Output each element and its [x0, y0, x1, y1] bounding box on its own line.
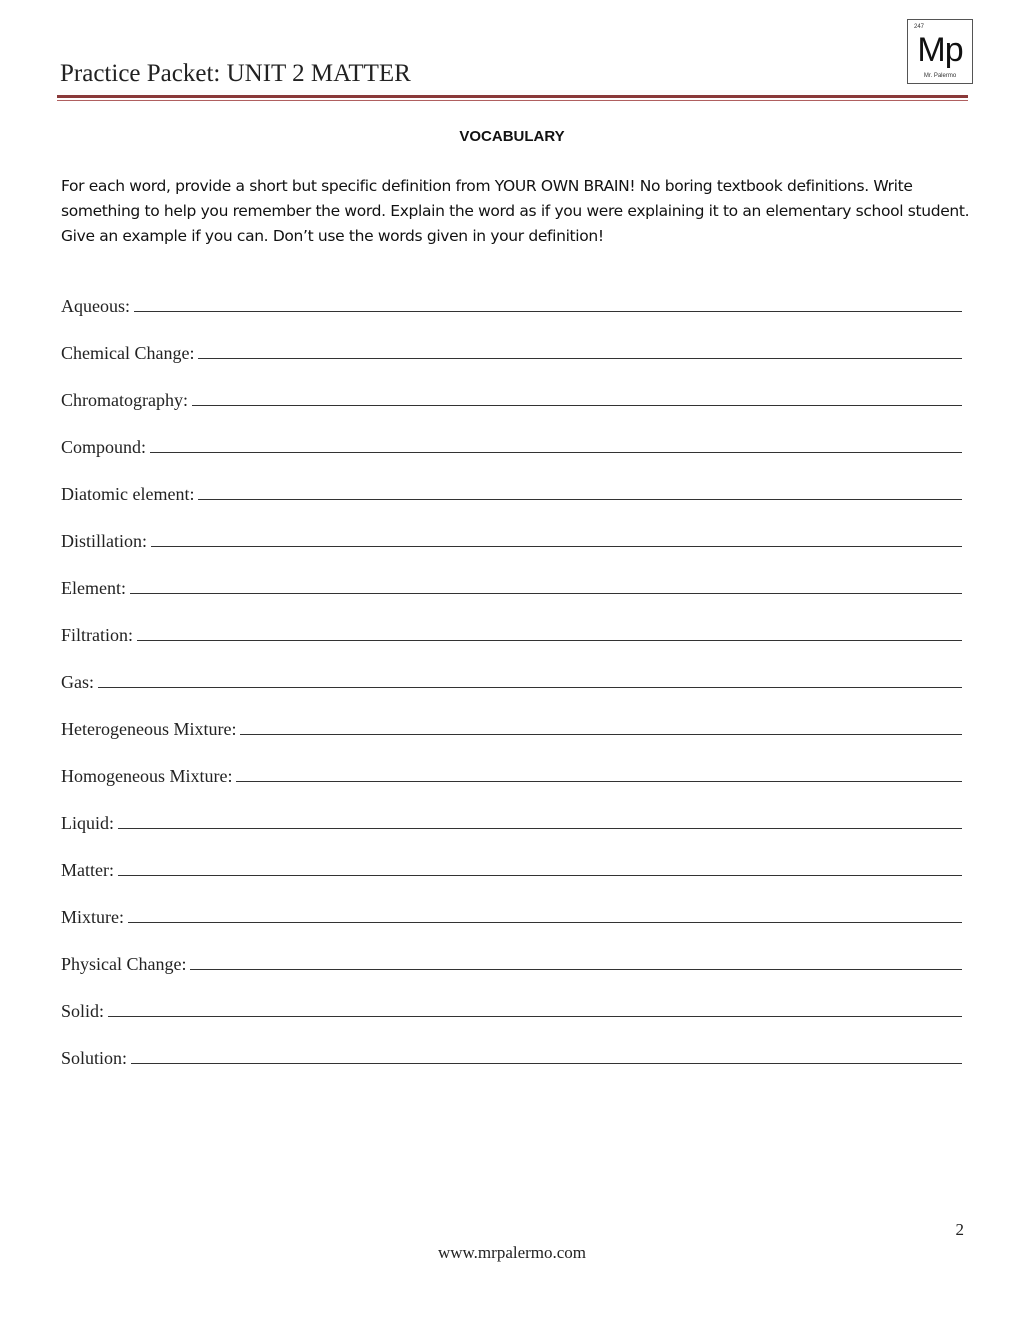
answer-line[interactable]	[198, 498, 962, 500]
answer-line[interactable]	[151, 545, 962, 547]
logo-number: 247	[914, 24, 925, 30]
logo	[907, 19, 973, 84]
vocab-term: Chromatography:	[61, 390, 188, 410]
answer-line[interactable]	[198, 357, 962, 359]
vocab-item-physical-change	[61, 928, 962, 975]
vocab-item-solution	[61, 1022, 962, 1069]
answer-line[interactable]	[118, 827, 962, 829]
header-divider-thin	[57, 100, 968, 101]
answer-line[interactable]	[130, 592, 962, 594]
vocab-item-chromatography	[61, 364, 962, 411]
vocab-item-element	[61, 552, 962, 599]
logo-symbol: Mp	[917, 31, 963, 69]
vocab-term: Gas:	[61, 672, 94, 692]
vocabulary-list	[61, 270, 962, 1069]
vocab-term: Element:	[61, 578, 126, 598]
answer-line[interactable]	[98, 686, 962, 688]
logo-name: Mr. Palermo	[923, 73, 957, 79]
vocab-item-matter	[61, 834, 962, 881]
vocab-item-distillation	[61, 505, 962, 552]
vocab-item-compound	[61, 411, 962, 458]
vocab-term: Aqueous:	[61, 296, 130, 316]
page-title: Practice Packet: UNIT 2 MATTER	[60, 60, 411, 87]
footer-url: www.mrpalermo.com	[437, 1243, 587, 1262]
answer-line[interactable]	[131, 1062, 962, 1064]
page-number: 2	[955, 1220, 964, 1239]
vocab-term: Diatomic element:	[61, 484, 195, 504]
answer-line[interactable]	[108, 1015, 962, 1017]
vocab-term: Physical Change:	[61, 954, 187, 974]
vocab-term: Filtration:	[61, 625, 133, 645]
answer-line[interactable]	[118, 874, 962, 876]
vocab-term: Homogeneous Mixture:	[61, 766, 233, 786]
answer-line[interactable]	[128, 921, 962, 923]
vocab-item-chemical-change	[61, 317, 962, 364]
vocab-term: Heterogeneous Mixture:	[61, 719, 237, 739]
vocab-term: Distillation:	[61, 531, 148, 551]
header-divider	[57, 95, 968, 98]
vocab-term: Liquid:	[61, 813, 114, 833]
vocab-term: Solution:	[61, 1048, 128, 1068]
answer-line[interactable]	[137, 639, 962, 641]
answer-line[interactable]	[190, 968, 962, 970]
answer-line[interactable]	[240, 733, 962, 735]
vocab-item-liquid	[61, 787, 962, 834]
answer-line[interactable]	[192, 404, 962, 406]
vocab-term: Chemical Change:	[61, 343, 195, 363]
answer-line[interactable]	[236, 780, 962, 782]
instructions-paragraph: For each word, provide a short but specific definition from YOUR OWN BRAIN! No boring textbook definitions. Write something to help you remember the word. Explain the word as if you were explaining it to an elementary school student. Give an example if you can. Don’t use the words given in your definition!	[61, 177, 970, 245]
vocab-term: Mixture:	[61, 907, 124, 927]
vocab-item-aqueous	[61, 270, 962, 317]
vocab-item-gas	[61, 646, 962, 693]
vocab-item-homogeneous-mixture	[61, 740, 962, 787]
vocab-item-mixture	[61, 881, 962, 928]
answer-line[interactable]	[134, 310, 962, 312]
vocab-item-diatomic-element	[61, 458, 962, 505]
vocab-item-heterogeneous-mixture	[61, 693, 962, 740]
section-heading: VOCABULARY	[459, 128, 565, 145]
vocab-term: Compound:	[61, 437, 147, 457]
answer-line[interactable]	[150, 451, 962, 453]
vocab-term: Solid:	[61, 1001, 105, 1021]
vocab-item-filtration	[61, 599, 962, 646]
vocab-term: Matter:	[61, 860, 114, 880]
vocab-item-solid	[61, 975, 962, 1022]
